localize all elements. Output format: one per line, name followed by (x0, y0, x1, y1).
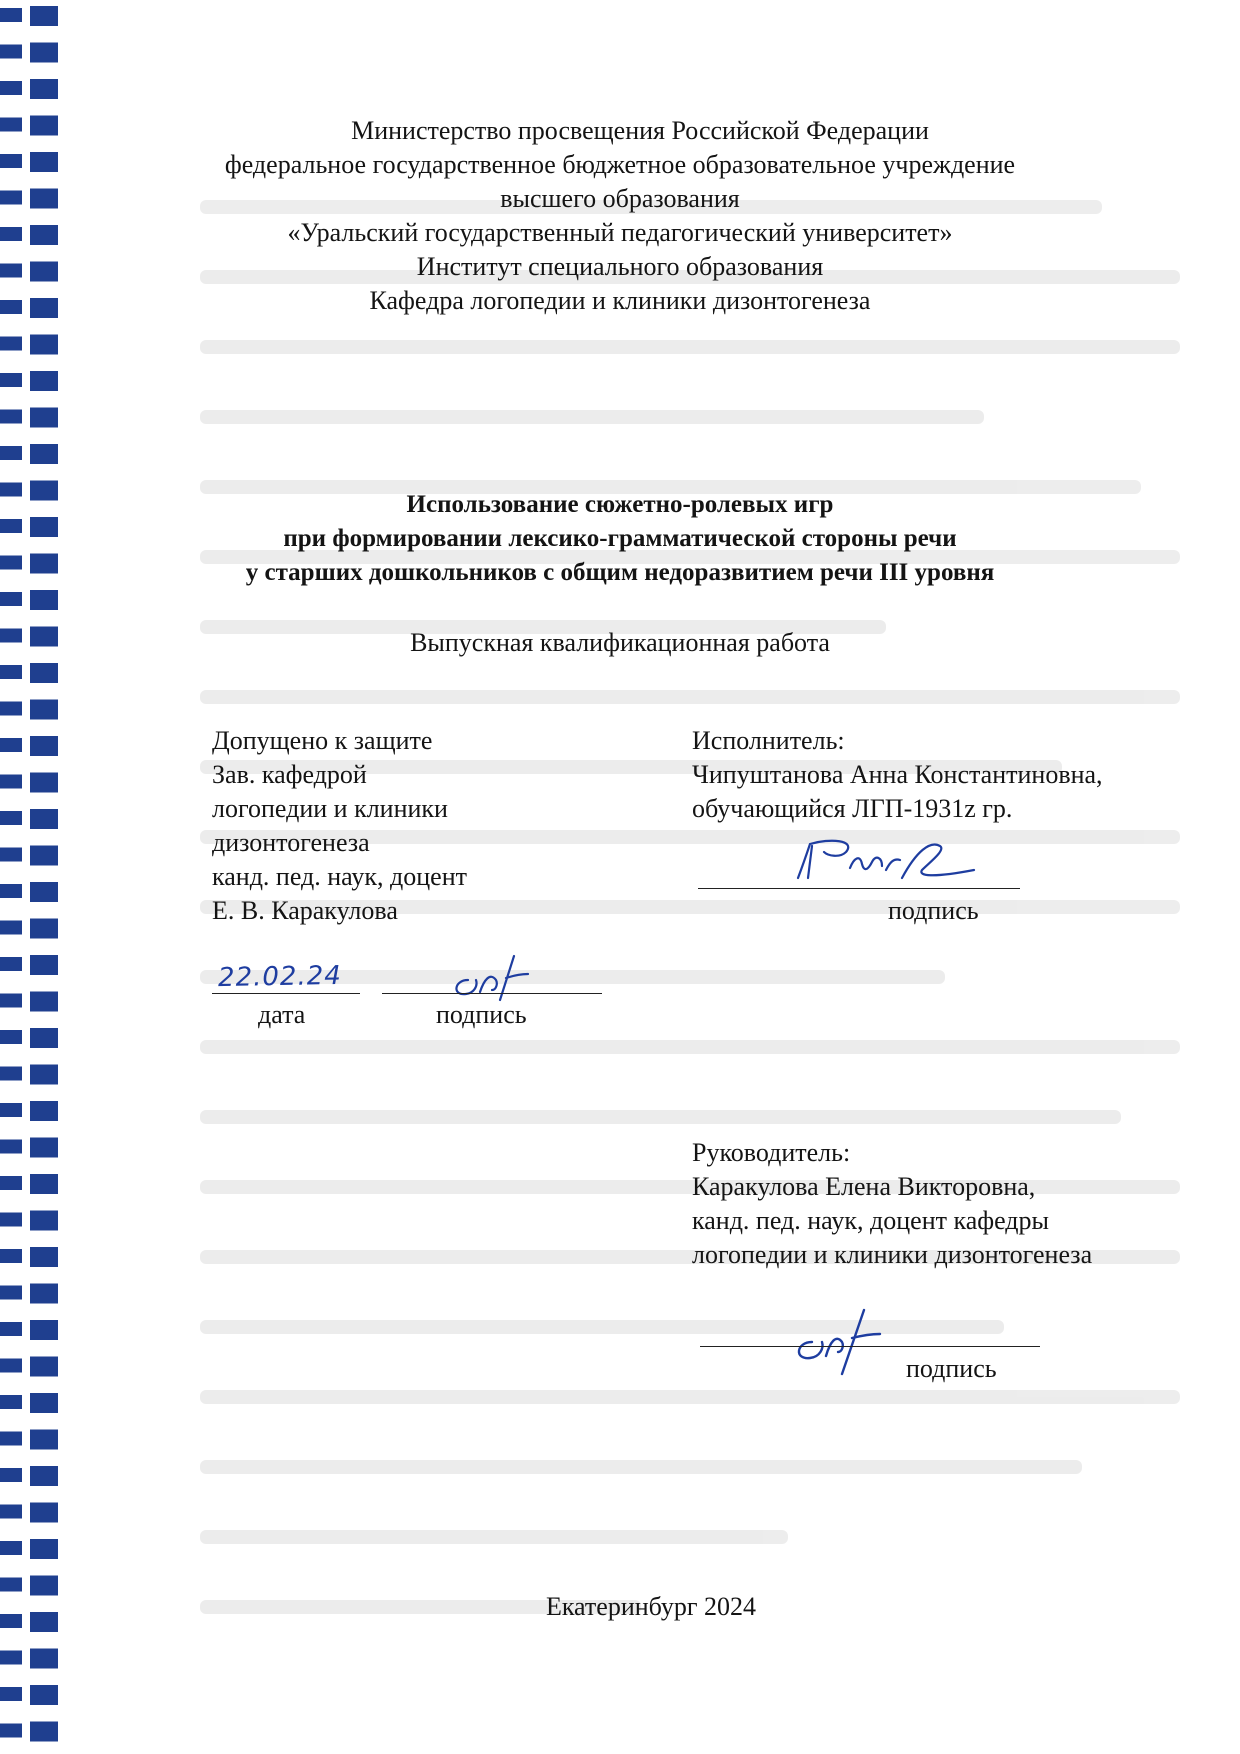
binding-hole (30, 1028, 58, 1048)
binding-wire (0, 1176, 22, 1190)
binding-hole (30, 43, 58, 63)
binding-hole (30, 1393, 58, 1413)
education-level-line: высшего образования (500, 184, 740, 213)
binding-wire (0, 1541, 22, 1555)
admission-line: Допущено к защите (212, 726, 433, 755)
binding-wire (0, 1140, 22, 1154)
footer (0, 1590, 1240, 1624)
binding-hole (30, 1539, 58, 1559)
department-name-line-2: дизонтогенеза (212, 828, 370, 857)
binding-wire (0, 337, 22, 351)
binding-wire (0, 81, 22, 95)
title-line-1: Использование сюжетно-ролевых игр (406, 491, 834, 518)
executor-block (692, 724, 1103, 826)
binding-hole (30, 371, 58, 391)
thesis-title (0, 488, 1240, 590)
binding-hole (30, 919, 58, 939)
binding-wire (0, 1651, 22, 1665)
binding-wire (0, 1724, 22, 1738)
binding-wire (0, 8, 22, 22)
head-name-line: Е. В. Каракулова (212, 896, 398, 925)
binding-wire (0, 994, 22, 1008)
head-signature-line (382, 993, 602, 994)
executor-group: обучающийся ЛГП-1931z гр. (692, 794, 1013, 823)
supervisor-department: логопедии и клиники дизонтогенеза (692, 1240, 1093, 1269)
binding-hole (30, 408, 58, 428)
university-line: «Уральский государственный педагогический университет» (287, 218, 953, 247)
admission-block (212, 724, 467, 928)
academic-degree-line: канд. пед. наук, доцент (212, 862, 467, 891)
binding-hole (30, 1138, 58, 1158)
binding-hole (30, 700, 58, 720)
work-type-label: Выпускная квалификационная работа (410, 628, 830, 657)
binding-wire (0, 1067, 22, 1081)
title-line-2: при формировании лексико-грамматической стороны речи (283, 525, 957, 552)
date-caption: дата (258, 1000, 306, 1029)
binding-hole (30, 992, 58, 1012)
city-year: Екатеринбург 2024 (545, 1592, 757, 1621)
binding-hole (30, 79, 58, 99)
binding-wire (0, 1505, 22, 1519)
department-line: Кафедра логопедии и клиники дизонтогенеза (369, 286, 871, 315)
head-signature-caption: подпись (436, 1000, 527, 1029)
supervisor-signature-caption: подпись (906, 1354, 997, 1383)
binding-hole (30, 1174, 58, 1194)
institute-line: Институт специального образования (416, 252, 824, 281)
binding-wire (0, 921, 22, 935)
binding-hole (30, 1649, 58, 1669)
binding-wire (0, 592, 22, 606)
work-type (0, 626, 1240, 660)
ministry-line: Министерство просвещения Российской Федерации (351, 116, 929, 145)
binding-hole (30, 590, 58, 610)
binding-hole (30, 6, 58, 26)
supervisor-signature-line (700, 1346, 1040, 1347)
binding-wire (0, 1687, 22, 1701)
binding-hole (30, 1357, 58, 1377)
binding-wire (0, 410, 22, 424)
binding-hole (30, 444, 58, 464)
executor-label: Исполнитель: (692, 726, 845, 755)
binding-hole (30, 1685, 58, 1705)
binding-hole (30, 1284, 58, 1304)
binding-wire (0, 775, 22, 789)
supervisor-position: канд. пед. наук, доцент кафедры (692, 1206, 1050, 1235)
binding-hole (30, 335, 58, 355)
binding-wire (0, 848, 22, 862)
binding-wire (0, 373, 22, 387)
executor-signature-line (698, 888, 1020, 889)
binding-wire (0, 1103, 22, 1117)
binding-wire (0, 1249, 22, 1263)
supervisor-label: Руководитель: (692, 1138, 851, 1167)
binding-hole (30, 1503, 58, 1523)
binding-wire (0, 1359, 22, 1373)
executor-signature-mark (790, 832, 980, 892)
binding-wire (0, 1030, 22, 1044)
head-of-department-line: Зав. кафедрой (212, 760, 367, 789)
binding-wire (0, 702, 22, 716)
handwritten-date: 22.02.24 (217, 960, 343, 994)
binding-wire (0, 45, 22, 59)
department-name-line-1: логопедии и клиники (212, 794, 448, 823)
binding-wire (0, 446, 22, 460)
supervisor-block (692, 1136, 1092, 1272)
binding-hole (30, 809, 58, 829)
binding-wire (0, 1395, 22, 1409)
binding-hole (30, 1101, 58, 1121)
institution-header (0, 114, 1240, 318)
binding-wire (0, 1432, 22, 1446)
binding-hole (30, 736, 58, 756)
binding-wire (0, 884, 22, 898)
binding-hole (30, 1466, 58, 1486)
binding-hole (30, 1722, 58, 1742)
binding-wire (0, 1468, 22, 1482)
binding-wire (0, 957, 22, 971)
binding-wire (0, 1213, 22, 1227)
supervisor-name: Каракулова Елена Викторовна, (692, 1172, 1036, 1201)
supervisor-signature-mark (782, 1302, 892, 1382)
binding-hole (30, 663, 58, 683)
binding-hole (30, 1211, 58, 1231)
binding-hole (30, 1430, 58, 1450)
institution-type-line: федеральное государственное бюджетное образовательное учреждение (224, 150, 1016, 179)
binding-wire (0, 1322, 22, 1336)
binding-hole (30, 846, 58, 866)
binding-hole (30, 1065, 58, 1085)
date-line (212, 993, 360, 994)
binding-wire (0, 738, 22, 752)
binding-wire (0, 665, 22, 679)
binding-hole (30, 955, 58, 975)
binding-hole (30, 882, 58, 902)
binding-hole (30, 773, 58, 793)
binding-wire (0, 811, 22, 825)
executor-signature-caption: подпись (888, 896, 979, 925)
binding-hole (30, 1320, 58, 1340)
executor-name: Чипуштанова Анна Константиновна, (692, 760, 1103, 789)
binding-hole (30, 1247, 58, 1267)
bleed-through-text (200, 200, 1180, 1670)
title-line-3: у старших дошкольников с общим недоразвитием речи III уровня (245, 559, 995, 586)
binding-wire (0, 1286, 22, 1300)
